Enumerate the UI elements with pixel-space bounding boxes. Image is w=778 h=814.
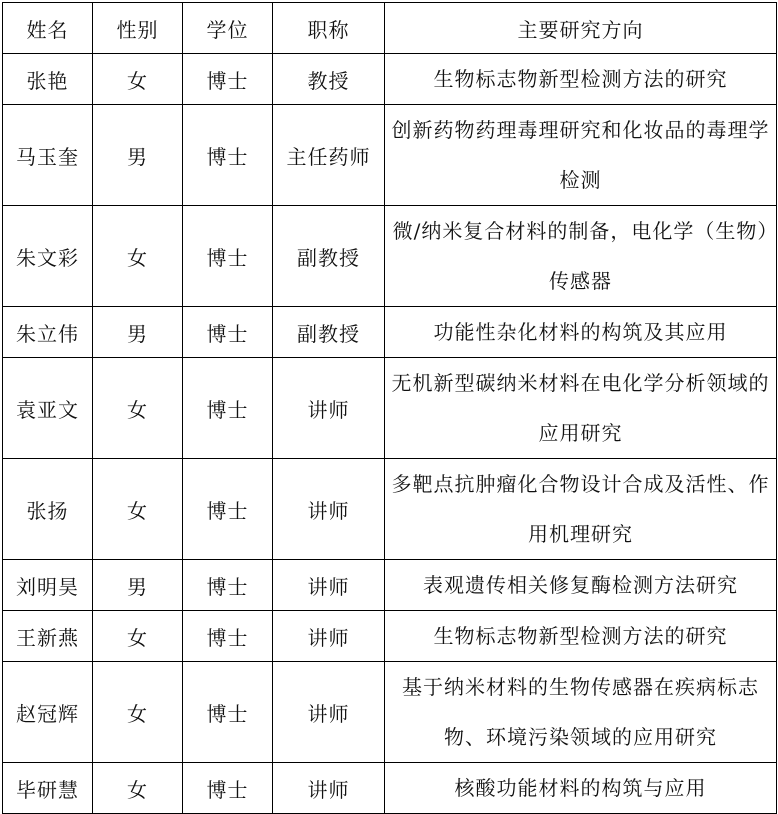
cell-direction: 生物标志物新型检测方法的研究 [385,54,777,105]
cell-gender: 女 [93,54,183,105]
cell-name: 马玉奎 [3,105,93,206]
table-row [3,611,777,662]
cell-degree: 博士 [183,358,273,459]
cell-direction: 功能性杂化材料的构筑及其应用 [385,307,777,358]
table-row [3,206,777,307]
cell-title: 讲师 [273,560,385,611]
header-direction: 主要研究方向 [385,3,777,54]
cell-degree: 博士 [183,307,273,358]
cell-degree: 博士 [183,105,273,206]
cell-gender: 女 [93,358,183,459]
cell-title: 讲师 [273,459,385,560]
cell-title: 副教授 [273,206,385,307]
cell-name: 毕研慧 [3,763,93,814]
cell-gender: 女 [93,611,183,662]
table-row [3,560,777,611]
cell-degree: 博士 [183,763,273,814]
cell-gender: 男 [93,105,183,206]
header-degree: 学位 [183,3,273,54]
table-row [3,662,777,763]
cell-direction: 表观遗传相关修复酶检测方法研究 [385,560,777,611]
cell-title: 教授 [273,54,385,105]
cell-degree: 博士 [183,560,273,611]
cell-name: 赵冠辉 [3,662,93,763]
cell-title: 副教授 [273,307,385,358]
cell-direction: 生物标志物新型检测方法的研究 [385,611,777,662]
cell-gender: 女 [93,206,183,307]
cell-title: 讲师 [273,611,385,662]
cell-title: 讲师 [273,358,385,459]
cell-degree: 博士 [183,459,273,560]
cell-gender: 男 [93,307,183,358]
cell-degree: 博士 [183,611,273,662]
cell-direction: 无机新型碳纳米材料在电化学分析领域的应用研究 [385,358,777,459]
cell-direction: 基于纳米材料的生物传感器在疾病标志物、环境污染领域的应用研究 [385,662,777,763]
cell-gender: 男 [93,560,183,611]
cell-direction: 微/纳米复合材料的制备，电化学（生物）传感器 [385,206,777,307]
cell-title: 主任药师 [273,105,385,206]
header-name: 姓名 [3,3,93,54]
cell-direction: 核酸功能材料的构筑与应用 [385,763,777,814]
cell-gender: 女 [93,459,183,560]
header-gender: 性别 [93,3,183,54]
cell-degree: 博士 [183,206,273,307]
staff-table [2,2,777,814]
cell-name: 王新燕 [3,611,93,662]
table-row [3,54,777,105]
cell-degree: 博士 [183,662,273,763]
cell-name: 朱立伟 [3,307,93,358]
header-title: 职称 [273,3,385,54]
cell-name: 朱文彩 [3,206,93,307]
table-row [3,358,777,459]
table-row [3,459,777,560]
table-row [3,307,777,358]
cell-title: 讲师 [273,662,385,763]
cell-direction: 创新药物药理毒理研究和化妆品的毒理学检测 [385,105,777,206]
header-row [3,3,777,54]
cell-gender: 女 [93,662,183,763]
cell-direction: 多靶点抗肿瘤化合物设计合成及活性、作用机理研究 [385,459,777,560]
cell-gender: 女 [93,763,183,814]
cell-degree: 博士 [183,54,273,105]
cell-name: 袁亚文 [3,358,93,459]
cell-name: 刘明昊 [3,560,93,611]
cell-name: 张扬 [3,459,93,560]
table-row [3,105,777,206]
cell-title: 讲师 [273,763,385,814]
table-row [3,763,777,814]
cell-name: 张艳 [3,54,93,105]
